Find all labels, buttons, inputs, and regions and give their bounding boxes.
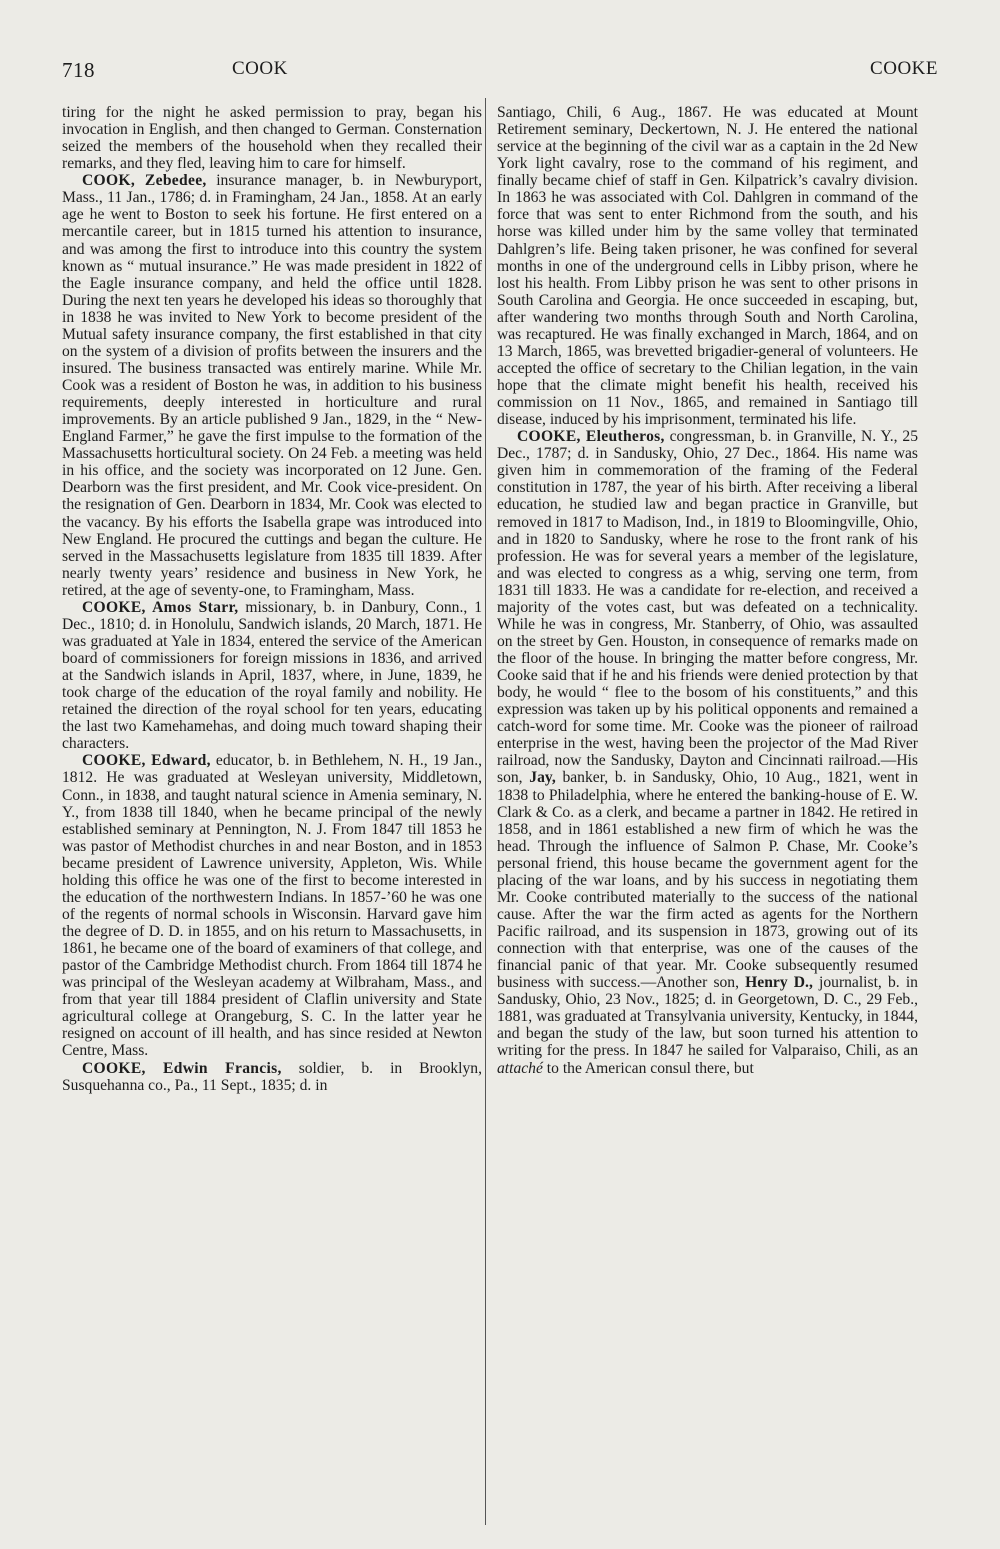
entry-headword: COOKE, Eleutheros, (517, 428, 665, 446)
subentry-name-jay: Jay, (529, 769, 556, 787)
entry-headword: COOKE, Edward, (82, 752, 211, 770)
column-divider (485, 98, 486, 1525)
entry-cooke-edward (62, 752, 482, 1059)
entry-text: insurance manager, b. in Newburyport, Mass., 11 Jan., 1786; d. in Framingham, 24 Jan., 1858. At an early age he went to Boston to seek his fortune. He first entered on a mercantile career, but in 1815 turned his attention to insurance, and was among the first to introduce into this country the system known as “ mutual insurance.” He was made president in 1822 of the Eagle insurance company, and held the office until 1828. During the next ten years he developed his ideas so thoroughly that in 1838 he was invited to New York to become president of the Mutual safety insurance company, the first established in that city on the system of a division of profits between the insurers and the insured. The business transacted was entirely marine. While Mr. Cook was a resident of Boston he was, in addition to his business requirements, deeply interested in horticulture and rural improvements. By an article published 9 Jan., 1829, in the “ New-England Farmer,” he gave the first impulse to the formation of the Massachusetts horticultural society. On 24 Feb. a meeting was held in his office, and the society was incorporated on 12 June. Gen. Dearborn was the first president, and Mr. Cook vice-president. On the resignation of Gen. Dearborn in 1834, Mr. Cook was elected to the vacancy. By his efforts the Isabella grape was introduced into New England. He procured the cuttings and began the culture. He served in the Massachusetts legislature from 1835 till 1839. After nearly twenty years’ residence and business in New York, he retired, at the age of seventy-one, to Framingham, Mass. (62, 172, 482, 599)
entry-text: educator, b. in Bethlehem, N. H., 19 Jan., 1812. He was graduated at Wesleyan university, Middletown, Conn., in 1838, and taught natural science in Amenia seminary, N. Y., from 1838 till 1840, when he became principal of the newly established seminary at Pennington, N. J. From 1847 till 1853 he was pastor of Methodist churches in and near Boston, and in 1853 became president of Lawrence university, Appleton, Wis. While holding this office he was one of the first to become interested in the education of the northwestern Indians. In 1857-’60 he was one of the regents of normal schools in Wisconsin. Harvard gave him the degree of D. D. in 1855, and on his return to Massachusetts, in 1861, he became one of the board of examiners of that college, and pastor of the Cambridge Methodist church. From 1864 till 1874 he was principal of the Wesleyan academy at Wilbraham, Mass., and from that year till 1884 president of Claflin university and State agricultural college at Orangeburg, S. C. In the latter year he resigned on account of ill health, and has since resided at Newton Centre, Mass. (62, 752, 483, 1060)
left-column (62, 104, 482, 1094)
italic-word: attaché (497, 1059, 543, 1077)
entry-cooke-edwin-francis (62, 1060, 482, 1094)
page-number: 718 (62, 58, 95, 82)
entry-cook-zebedee (62, 172, 482, 599)
running-head-left: COOK (232, 58, 288, 79)
entry-text: missionary, b. in Danbury, Conn., 1 Dec., 1810; d. in Honolulu, Sandwich islands, 20 March, 1871. He was graduated at Yale in 1834, entered the service of the American board of commissioners for foreign missions in 1836, and arrived at the Sandwich islands in April, 1837, where, in June, 1839, he took charge of the education of the royal family and nobility. He retained the direction of the royal school for ten years, educating the last two Kamehamehas, and doing much toward shaping their characters. (62, 598, 482, 753)
entry-cooke-amos-starr (62, 599, 482, 753)
entry-continuation: Santiago, Chili, 6 Aug., 1867. He was educated at Mount Retirement seminary, Deckertown, N. J. He entered the national service at the beginning of the civil war as a captain in the 2d New York light cavalry, rose to the command of his regiment, and finally became chief of staff in Gen. Kilpatrick’s cavalry division. In 1863 he was associated with Col. Dahlgren in command of the force that was sent to enter Richmond from the south, and his horse was killed under him by the same volley that terminated Dahlgren’s life. Being taken prisoner, he was confined for several months in one of the underground cells in Libby prison, where he lost his health. From Libby prison he was sent to other prisons in South Carolina and Georgia. He once succeeded in escaping, but, after wandering two months through South and North Carolina, was recaptured. He was finally exchanged in March, 1864, and on 13 March, 1865, was brevetted brigadier-general of volunteers. He accepted the office of secretary to the Chilian legation, in the vain hope that the climate might benefit his health, received his commission on 11 Nov., 1865, and remained in Santiago till disease, induced by his imprisonment, terminated his life. (497, 104, 918, 429)
running-head-right: COOKE (870, 58, 938, 79)
entry-headword: COOK, Zebedee, (82, 172, 207, 190)
entry-continuation: tiring for the night he asked permission to pray, began his invocation in English, and then changed to German. Consternation seized the members of the household when they recalled their remarks, and they fled, leaving him to care for himself. (62, 104, 482, 173)
subentry-name-henry: Henry D., (745, 974, 813, 992)
entry-text: soldier, b. in Brooklyn, Susquehanna co., Pa., 11 Sept., 1835; d. in (62, 1059, 482, 1094)
entry-cooke-eleutheros: COOKE, Eleutheros, congressman, b. in Granville, N. Y., 25 Dec., 1787; d. in Sandusky, Ohio, 27 Dec., 1864. His name was given him in commemoration of the framing of the Federal constitution in 1787, the year of his birth. After receiving a liberal education, he studied law and began practice in Granville, but removed in 1817 to Madison, Ind., in 1819 to Bloomingville, Ohio, and in 1820 to Sandusky, where he rose to the front rank of his profession. He was for several years a member of the legislature, and was elected to congress as a whig, serving one term, from 1831 till 1833. He was a candidate for re-election, and received a majority of the votes cast, but was defeated on a technicality. While he was in congress, Mr. Stanberry, of Ohio, was assaulted on the street by Gen. Houston, in consequence of remarks made on the floor of the house. In bringing the matter before congress, Mr. Cooke said that if he and his friends were denied protection by that body, he would “ flee to the bosom of his constituents,” and this expression was taken up by his political opponents and remained a catch-word for some time. Mr. Cooke was the pioneer of railroad enterprise in the west, having been the projector of the Mad River railroad, now the Sandusky, Dayton and Cincinnati railroad.—His son, Jay, banker, b. in Sandusky, Ohio, 10 Aug., 1821, went in 1838 to Philadelphia, where he entered the banking-house of E. W. Clark & Co. as a clerk, and became a partner in 1842. He retired in 1858, and in 1861 established a new firm of which he was the head. Through the influence of Salmon P. Chase, Mr. Cooke’s personal friend, this house became the government agent for the placing of the war loans, and by his success in negotiating them Mr. Cooke contributed materially to the success of the national cause. After the war the firm acted as agents for the Northern Pacific railroad, and its suspension in 1873, growing out of its connection with that enterprise, was one of the causes of the financial panic of that year. Mr. Cooke subsequently resumed business with success.—Another son, Henry D., journalist, b. in Sandusky, Ohio, 23 Nov., 1825; d. in Georgetown, D. C., 29 Feb., 1881, was graduated at Transylvania university, Kentucky, in 1844, and began the study of the law, but soon turned his attention to writing for the press. In 1847 he sailed for Valparaiso, Chili, as an attaché to the American consul there, but (497, 428, 919, 1077)
page-header (62, 58, 938, 88)
entry-headword: COOKE, Edwin Francis, (82, 1059, 282, 1077)
right-column (497, 104, 918, 1077)
entry-headword: COOKE, Amos Starr, (82, 598, 239, 616)
